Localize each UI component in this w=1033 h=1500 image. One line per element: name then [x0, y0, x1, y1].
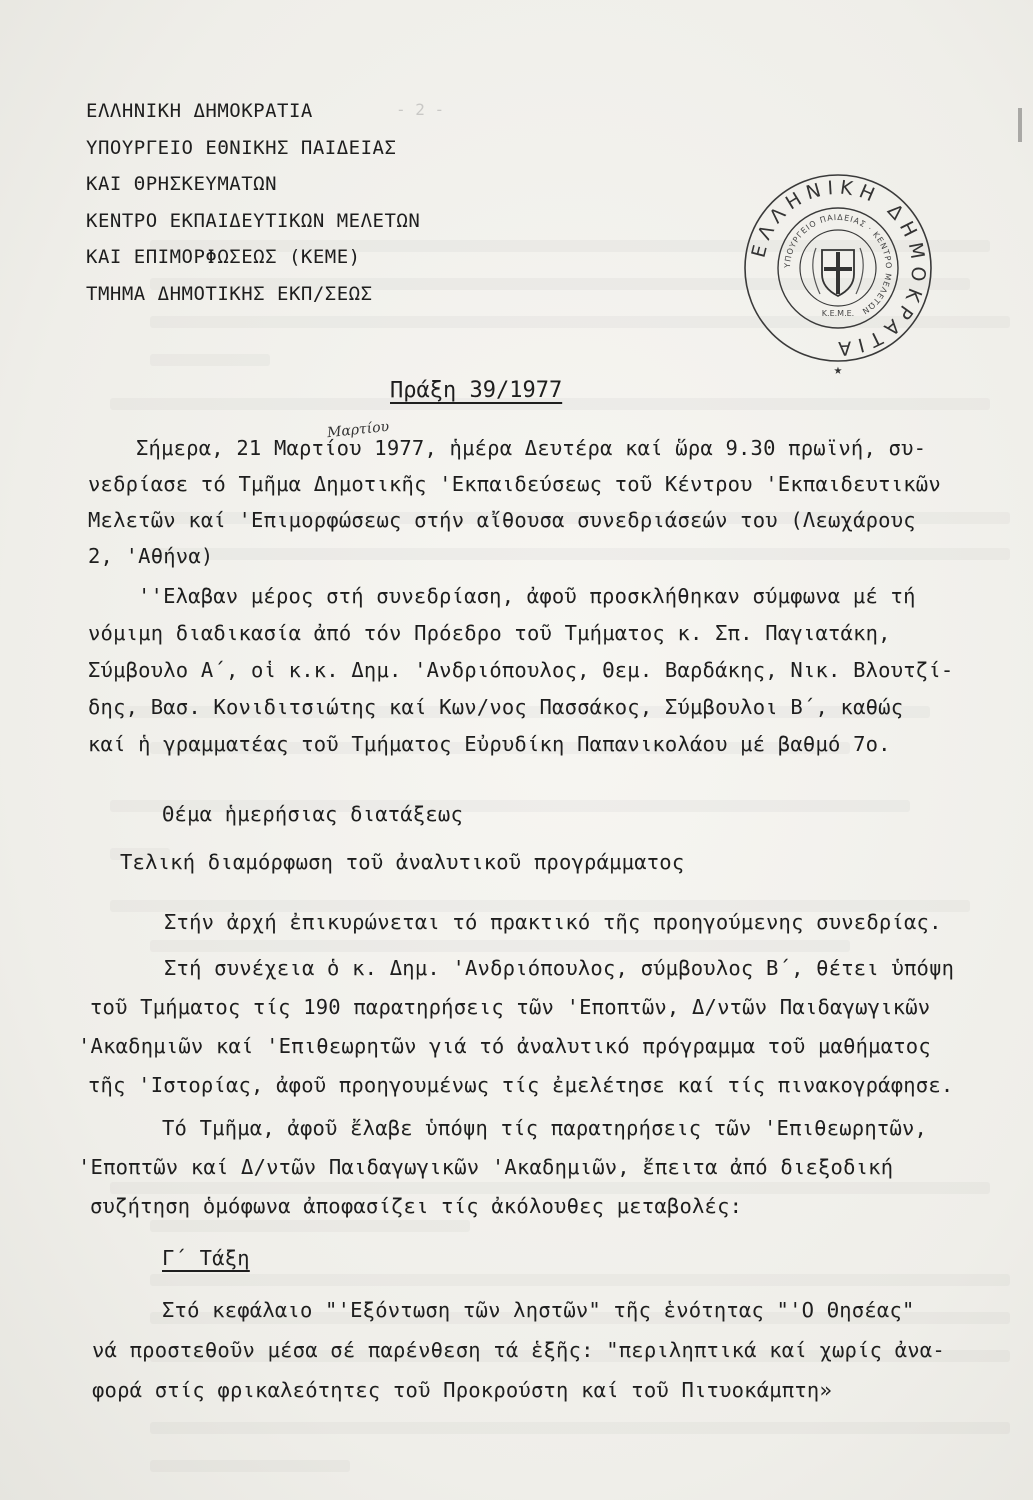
body-line: Στή συνέχεια ὁ κ. Δημ. 'Ανδριόπουλος, σύμβουλος Β΄, θέτει ὑπόψη — [164, 956, 955, 980]
seal-outer-text: ΕΛΛΗΝΙΚΗ ΔΗΜΟΚΡΑΤΙΑ — [747, 176, 930, 360]
star-icon: ★ — [833, 362, 843, 376]
body-line: 'Ακαδημιῶν καί 'Επιθεωρητῶν γιά τό ἀναλυτικό πρόγραμμα τοῦ μαθήματος — [78, 1034, 931, 1058]
letterhead-line: ΚΑΙ ΕΠΙΜΟΡΦΩΣΕΩΣ (ΚΕΜΕ) — [86, 246, 361, 268]
agenda-subject: Τελική διαμόρφωση τοῦ ἀναλυτικοῦ προγράμματος — [120, 850, 685, 874]
agenda-heading: Θέμα ἡμερήσιας διατάξεως — [162, 802, 464, 826]
act-title: Πράξη 39/1977 — [390, 378, 563, 403]
body-line: Σύμβουλο Α΄, οἱ κ.κ. Δημ. 'Ανδριόπουλος, Θεμ. Βαρδάκης, Νικ. Βλουτζί- — [88, 658, 954, 682]
body-line: ''Ελαβαν μέρος στή συνεδρίαση, ἀφοῦ προσκλήθηκαν σύμφωνα μέ τή — [138, 584, 916, 608]
body-line: συζήτηση ὁμόφωνα ἀποφασίζει τίς ἀκόλουθες μεταβολές: — [90, 1194, 743, 1218]
body-line: νεδρίασε τό Τμῆμα Δημοτικῆς 'Εκπαιδεύσεως τοῦ Κέντρου 'Εκπαιδευτικῶν — [88, 472, 941, 496]
letterhead-line: ΕΛΛΗΝΙΚΗ ΔΗΜΟΚΡΑΤΙΑ — [86, 100, 313, 122]
body-line: τῆς 'Ιστορίας, ἀφοῦ προηγουμένως τίς ἐμελέτησε καί τίς πινακογράφησε. — [88, 1073, 954, 1097]
body-line: τοῦ Τμήματος τίς 190 παρατηρήσεις τῶν 'Εποπτῶν, Δ/ντῶν Παιδαγωγικῶν — [90, 995, 931, 1019]
seal-bottom-text: Κ.Ε.Μ.Ε. — [821, 309, 855, 318]
letterhead-line: ΚΑΙ ΘΡΗΣΚΕΥΜΑΤΩΝ — [86, 173, 278, 195]
body-line: Σήμερα, 21 Μαρτίου 1977, ἡμέρα Δευτέρα καί ὥρα 9.30 πρωϊνή, συ- — [136, 436, 927, 460]
greek-coat-of-arms-icon — [813, 248, 863, 296]
seal-inner-text: ΥΠΟΥΡΓΕΙΟ ΠΑΙΔΕΙΑΣ · ΚΕΝΤΡΟ ΜΕΛΕΤΩΝ — [782, 212, 894, 317]
grade-heading: Γ΄ Τάξη — [162, 1246, 250, 1270]
handwritten-annotation: Μαρτίου — [326, 418, 390, 442]
letterhead — [86, 100, 420, 319]
body-line: Στό κεφάλαιο "'Εξόντωση τῶν ληστῶν" τῆς ἑνότητας "'Ο Θησέας" — [162, 1298, 915, 1322]
official-seal-stamp — [738, 156, 938, 376]
body-line: δης, Βασ. Κονιδιτσιώτης καί Κων/νος Πασσάκος, Σύμβουλοι Β΄, καθώς — [88, 695, 904, 719]
body-line: 'Εποπτῶν καί Δ/ντῶν Παιδαγωγικῶν 'Ακαδημιῶν, ἔπειτα ἀπό διεξοδική — [78, 1155, 894, 1179]
body-line: Τό Τμῆμα, ἀφοῦ ἔλαβε ὑπόψη τίς παρατηρήσεις τῶν 'Επιθεωρητῶν, — [162, 1116, 928, 1140]
body-line: καί ἡ γραμματέας τοῦ Τμήματος Εὐρυδίκη Παπανικολάου μέ βαθμό 7ο. — [88, 732, 891, 756]
letterhead-line: ΚΕΝΤΡΟ ΕΚΠΑΙΔΕΥΤΙΚΩΝ ΜΕΛΕΤΩΝ — [86, 209, 421, 232]
body-line: φορά στίς φρικαλεότητες τοῦ Προκρούστη καί τοῦ Πιτυοκάμπτη» — [92, 1378, 832, 1402]
letterhead-line: ΥΠΟΥΡΓΕΙΟ ΕΘΝΙΚΗΣ ΠΑΙΔΕΙΑΣ — [86, 136, 397, 159]
body-line: νόμιμη διαδικασία ἀπό τόν Πρόεδρο τοῦ Τμήματος κ. Σπ. Παγιατάκη, — [88, 621, 891, 645]
page-edge-mark — [1018, 108, 1022, 142]
body-line: Μελετῶν καί 'Επιμορφώσεως στήν αἴθουσα συνεδριάσεών του (Λεωχάρους — [88, 508, 916, 532]
body-line: Στήν ἀρχή ἐπικυρώνεται τό πρακτικό τῆς προηγούμενης συνεδρίας. — [164, 910, 942, 934]
body-line: νά προστεθοῦν μέσα σέ παρένθεση τά ἑξῆς: "περιληπτικά καί χωρίς ἀνα- — [92, 1338, 945, 1362]
body-line: 2, 'Αθήνα) — [88, 544, 214, 568]
letterhead-line: ΤΜΗΜΑ ΔΗΜΟΤΙΚΗΣ ΕΚΠ/ΣΕΩΣ — [86, 282, 373, 305]
page-number-bleed: - 2 - — [396, 100, 445, 119]
